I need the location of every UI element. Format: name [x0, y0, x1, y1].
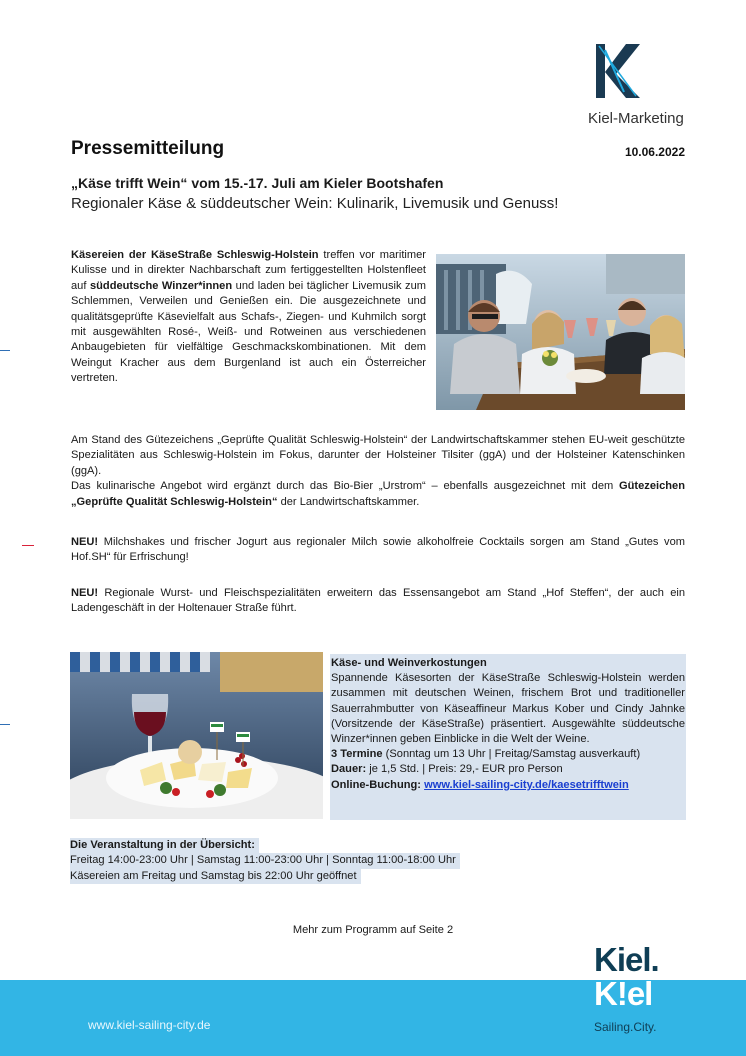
new-sausage-paragraph: [71, 586, 685, 617]
page-title: Pressemitteilung: [71, 138, 225, 159]
text-span: der Landwirtschaftskammer.: [277, 495, 420, 508]
dauer-text: je 1,5 Std. | Preis: 29,- EUR pro Person: [366, 763, 563, 776]
footer-url[interactable]: www.kiel-sailing-city.de: [88, 1018, 211, 1032]
text-span: treffen vor maritimer Kulisse und in direkter Nachbarschaft zum fertiggestellten Holstenfleet auf: [71, 249, 426, 292]
text-span: und laden bei täglicher Livemusik zum Schlemmen, Verweilen und Genießen ein. Die ausgezeichnete und qualitätsgeprüfte Käsevielfalt aus Schafs-, Ziegen- und Kuhmilch sorgt mit ausgewählten Rosé-, Weiß- und Rotweinen aus verschiedenen Anbaugebieten für vielfältige Geschmackskombinationen. Mit dem Weingut Kracher aus dem Burgenland ist auch ein Österreicher vertreten.: [71, 279, 426, 385]
overview-highlight: [70, 838, 259, 853]
info-box-heading: Käse- und Weinverkostungen: [331, 657, 487, 669]
kiel-logo-tagline: Sailing.City.: [594, 1020, 657, 1034]
kiel-sailing-city-logo: [592, 941, 682, 1044]
tasting-info-box: [330, 654, 686, 820]
new-milkshake-paragraph: [71, 535, 685, 566]
text-span: Regionale Wurst- und Fleischspezialitäten erweitern das Essensangebot am Stand „Hof Steffen“, der auch ein Ladengeschäft in der Holtenauer Straße führt.: [71, 587, 685, 615]
kiel-logo-line1: Kiel.: [594, 941, 659, 978]
bold-text: Käsereien der KäseStraße Schleswig-Holstein: [71, 249, 319, 261]
new-badge-text: NEU!: [71, 536, 99, 548]
subheadline: Regionaler Käse & süddeutscher Wein: Kulinarik, Livemusik und Genuss!: [71, 195, 559, 212]
photo-people-toasting: [436, 254, 685, 410]
release-date: 10.06.2022: [624, 145, 685, 159]
text-span: Am Stand des Gütezeichens „Geprüfte Qualität Schleswig-Holstein“ der Landwirtschaftskammer stehen EU-weit geschützte Spezialitäten aus Schleswig-Holstein im Fokus, darunter der Holsteiner Tilsiter (ggA) und der Holsteiner Katenschinken (ggA).: [71, 434, 685, 477]
margin-mark: [0, 724, 10, 725]
info-box-text: Spannende Käsesorten der KäseStraße Schleswig-Holstein werden zusammen mit deutschen Weinen, frischem Brot und traditioneller Sauerrahmbutter von Käseaffineur Markus Kober und Cindy Jahnke (Vorsitzende der KäseStraße) präsentiert. Ausgewählte süddeutsche Winzer*innen geben Einblicke in die Welt der Weine.: [331, 672, 685, 746]
kiel-marketing-wordmark: Kiel-Marketing: [588, 110, 684, 127]
bold-text: süddeutsche Winzer*innen: [89, 279, 233, 292]
dauer-label: Dauer:: [331, 763, 367, 776]
new-badge-text: NEU!: [71, 587, 99, 599]
overview-hours: Freitag 14:00-23:00 Uhr | Samstag 11:00-23:00 Uhr | Sonntag 11:00-18:00 Uhr: [70, 853, 460, 868]
overview-cheese-hours: Käsereien am Freitag und Samstag bis 22:00 Uhr geöffnet: [70, 869, 361, 884]
margin-mark: [0, 350, 10, 351]
kiel-marketing-logo: [588, 44, 684, 132]
booking-label: Online-Buchung:: [331, 778, 421, 791]
intro-paragraph: [71, 248, 426, 387]
termine-text: (Sonntag um 13 Uhr | Freitag/Samstag ausverkauft): [382, 748, 641, 761]
overview-heading: Die Veranstaltung in der Übersicht:: [70, 839, 255, 851]
kiel-logo-line2: K!el: [594, 975, 653, 1012]
event-overview: [70, 838, 460, 884]
booking-link[interactable]: www.kiel-sailing-city.de/kaesetrifftwein: [424, 778, 629, 791]
termine-label: 3 Termine: [331, 748, 383, 761]
more-program-note: Mehr zum Programm auf Seite 2: [292, 924, 454, 936]
headline: „Käse trifft Wein“ vom 15.-17. Juli am Kieler Bootshafen: [71, 175, 444, 191]
bold-text: Gütezeichen „Geprüfte Qualität Schleswig-Holstein“: [71, 480, 685, 508]
photo-cheese-platter: [70, 652, 323, 819]
margin-mark: [22, 545, 34, 546]
text-span: Das kulinarische Angebot wird ergänzt durch das Bio-Bier „Urstrom“ – ebenfalls ausgezeichnet mit dem: [71, 480, 620, 493]
quality-mark-paragraph: [71, 433, 685, 510]
text-span: Milchshakes und frischer Jogurt aus regionaler Milch sowie alkoholfreie Cocktails sorgen am Stand „Gutes vom Hof.SH“ für Erfrischung!: [71, 536, 685, 564]
km-logo-icon: [596, 44, 640, 98]
